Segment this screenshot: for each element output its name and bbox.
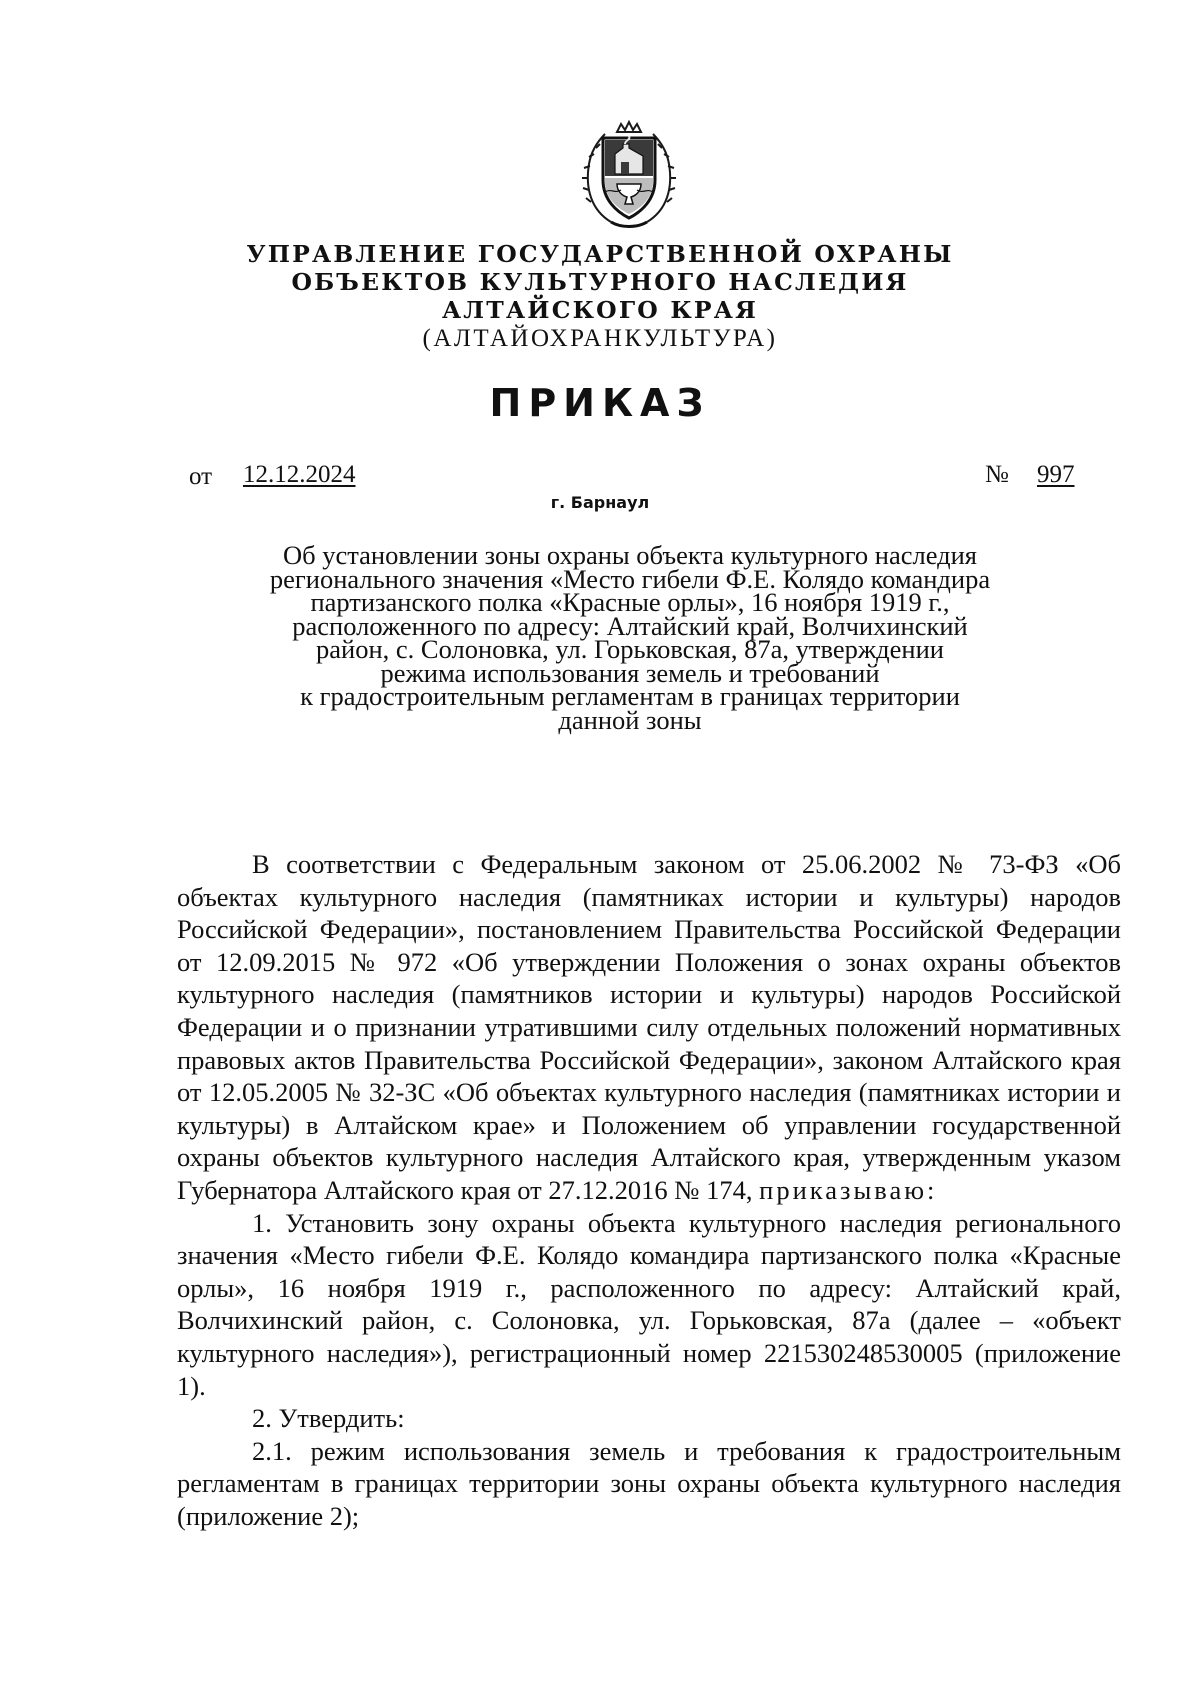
org-name-line-3: АЛТАЙСКОГО КРАЯ [441, 296, 759, 324]
subject-line: район, с. Солоновка, ул. Горьковская, 87а, утверждении [316, 634, 944, 664]
subject-line: Об установлении зоны охраны объекта культурного наследия [283, 540, 977, 570]
item-1: 1. Установить зону охраны объекта культурного наследия регионального значения «Место гибели Ф.Е. Колядо командира партизанского полка «Красные орлы», 16 ноября 1919 г., расположенного по адресу: Алтайский край, Волчихинский район, с. Солоновка, ул. Горьковская, 87а (далее – «объект культурного наследия»), регистрационный номер 221530248530005 (приложение 1). [177, 1207, 1121, 1401]
order-word: приказываю: [759, 1174, 938, 1205]
subject-line: партизанского полка «Красные орлы», 16 ноября 1919 г., [310, 587, 950, 617]
city: г. Барнаул [550, 493, 650, 512]
preamble-paragraph [177, 848, 1121, 1207]
altai-krai-coat-of-arms-icon [581, 118, 677, 230]
subject-line: регионального значения «Место гибели Ф.Е. Колядо командира [269, 563, 991, 594]
subject-line: расположенного по адресу: Алтайский край, Волчихинский [292, 610, 968, 641]
item-2: 2. Утвердить: [252, 1403, 405, 1434]
document-number: 997 [1037, 461, 1075, 488]
subject-line: режима использования земель и требований [380, 657, 880, 688]
org-short-name: (АЛТАЙОХРАНКУЛЬТУРА) [422, 325, 778, 352]
document-subject [250, 540, 1010, 735]
document-title: ПРИКАЗ [489, 381, 711, 425]
number-prefix: № [985, 461, 1009, 488]
item-2-1: 2.1. режим использования земель и требования к градостроительным регламентам в границах территории зоны охраны объекта культурного наследия (приложение 2); [177, 1435, 1121, 1531]
preamble-text: В соответствии с Федеральным законом от 25.06.2002 № 73-ФЗ «Об объектах культурного наследия (памятниках истории и культуры) народов Российской Федерации», постановлением Правительства Российской Федерации от 12.09.2015 № 972 «Об утверждении Положения о зонах охраны объектов культурного наследия (памятников истории и культуры) народов Российской Федерации и о признании утратившими силу отдельных положений нормативных правовых актов Правительства Российской Федерации», законом Алтайского края от 12.05.2005 № 32-ЗС «Об объектах культурного наследия (памятниках истории и культуры) в Алтайском крае» и Положением об управлении государственной охраны объектов культурного наследия Алтайского края, утвержденным указом Губернатора Алтайского края от 27.12.2016 № 174, [177, 849, 1121, 1205]
document-body [177, 848, 1121, 1532]
document-date: 12.12.2024 [243, 461, 356, 488]
subject-line: данной зоны [558, 704, 702, 735]
date-prefix: от [189, 463, 213, 490]
subject-line: к градостроительным регламентам в границах территории [300, 681, 960, 711]
org-name-line-2: ОБЪЕКТОВ КУЛЬТУРНОГО НАСЛЕДИЯ [291, 268, 909, 296]
org-name-line-1: УПРАВЛЕНИЕ ГОСУДАРСТВЕННОЙ ОХРАНЫ [246, 240, 954, 268]
